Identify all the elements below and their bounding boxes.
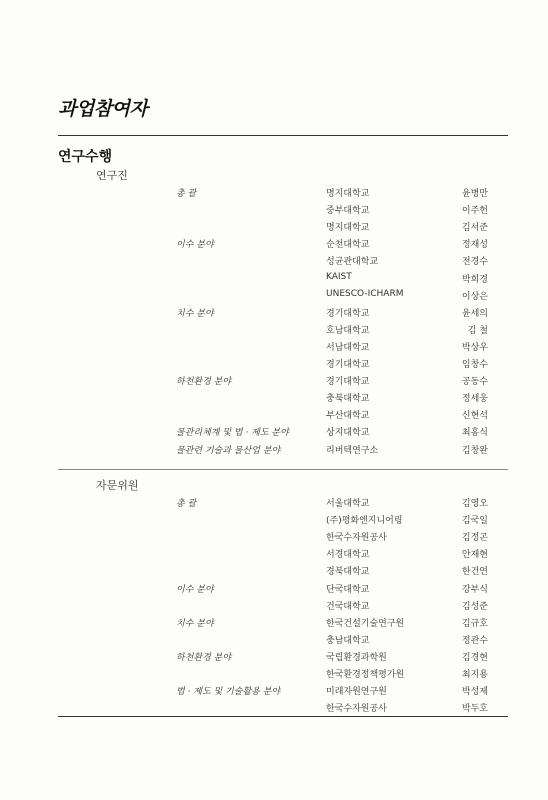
table-row xyxy=(0,201,548,218)
table-row xyxy=(0,665,548,682)
group-divider xyxy=(58,469,508,470)
organization: 단국대학교 xyxy=(326,584,370,595)
group-title-research-team: 연구진 xyxy=(96,169,128,182)
person-name: 이상은 xyxy=(461,291,488,302)
person-name: 정세웅 xyxy=(461,394,488,405)
person-name: 김 철 xyxy=(467,325,488,336)
organization: KAIST xyxy=(326,271,352,282)
organization: 중부대학교 xyxy=(326,206,370,217)
person-name: 최홍식 xyxy=(461,428,488,439)
organization: 한국환경정책평가원 xyxy=(326,670,405,680)
person-name: 임창수 xyxy=(461,360,488,370)
table-row xyxy=(0,184,548,201)
person-name: 강부식 xyxy=(461,584,488,595)
person-name: 김경현 xyxy=(461,652,488,663)
table-row xyxy=(0,545,548,562)
person-name: 윤병만 xyxy=(461,189,488,199)
table-row xyxy=(0,682,548,699)
table-row xyxy=(0,270,548,287)
person-name: 이주헌 xyxy=(461,206,488,217)
table-row xyxy=(0,441,548,458)
field-label: 하천환경 분야 xyxy=(176,377,232,388)
group-title-advisory-committee: 자문위원 xyxy=(96,479,139,492)
organization: 한국수자원공사 xyxy=(326,704,387,715)
field-label: 물관리체계 및 법 · 제도 분야 xyxy=(176,428,289,439)
table-row xyxy=(0,252,548,269)
section-title: 연구수행 xyxy=(58,149,113,165)
organization: 경북대학교 xyxy=(326,567,370,578)
organization: 명지대학교 xyxy=(326,223,370,234)
table-row xyxy=(0,648,548,665)
person-name: 김정곤 xyxy=(461,533,488,544)
organization: 성균관대학교 xyxy=(326,257,379,268)
organization: 서경대학교 xyxy=(326,550,370,561)
person-name: 한건연 xyxy=(461,567,488,578)
table-row xyxy=(0,287,548,304)
organization: 한국수자원공사 xyxy=(326,533,387,544)
table-row xyxy=(0,372,548,389)
organization: 명지대학교 xyxy=(326,189,370,199)
person-name: 박상우 xyxy=(461,342,488,353)
table-row xyxy=(0,304,548,321)
table-row xyxy=(0,218,548,235)
organization: 건국대학교 xyxy=(326,601,370,612)
person-name: 최지용 xyxy=(461,670,488,680)
organization: (주)평화엔지니어링 xyxy=(326,516,403,527)
person-name: 전경수 xyxy=(461,257,488,268)
organization: 순천대학교 xyxy=(326,240,370,251)
field-label: 이수 분야 xyxy=(176,240,214,251)
field-label: 총 괄 xyxy=(176,189,197,199)
organization: 충북대학교 xyxy=(326,394,370,405)
table-row xyxy=(0,338,548,355)
table-row xyxy=(0,562,548,579)
person-name: 김성준 xyxy=(461,601,488,612)
field-label: 총 괄 xyxy=(176,499,197,509)
organization: 서울대학교 xyxy=(326,499,370,509)
table-row xyxy=(0,631,548,648)
organization: 상지대학교 xyxy=(326,428,370,439)
table-row xyxy=(0,580,548,597)
organization: 리버텍연구소 xyxy=(326,445,379,456)
person-name: 김국일 xyxy=(461,516,488,527)
organization: 호남대학교 xyxy=(326,325,370,336)
table-row xyxy=(0,355,548,372)
field-label: 물관련 기술과 물산업 분야 xyxy=(176,445,281,456)
organization: 부산대학교 xyxy=(326,411,370,422)
top-rule xyxy=(58,135,508,136)
organization: 충남대학교 xyxy=(326,635,370,646)
person-name: 박성제 xyxy=(461,687,488,698)
organization: UNESCO-ICHARM xyxy=(326,288,404,299)
person-name: 박두호 xyxy=(461,704,488,715)
organization: 서남대학교 xyxy=(326,342,370,353)
person-name: 김창완 xyxy=(461,445,488,456)
table-row xyxy=(0,528,548,545)
table-row xyxy=(0,597,548,614)
table-row xyxy=(0,511,548,528)
organization: 국립환경과학원 xyxy=(326,652,387,663)
organization: 미래자원연구원 xyxy=(326,687,387,698)
table-row xyxy=(0,494,548,511)
field-label: 이수 분야 xyxy=(176,584,214,595)
person-name: 안재현 xyxy=(461,550,488,561)
organization: 경기대학교 xyxy=(326,377,370,388)
table-row xyxy=(0,389,548,406)
table-row xyxy=(0,614,548,631)
organization: 경기대학교 xyxy=(326,360,370,370)
field-label: 하천환경 분야 xyxy=(176,652,232,663)
person-name: 윤세의 xyxy=(461,308,488,319)
table-row xyxy=(0,235,548,252)
field-label: 치수 분야 xyxy=(176,308,214,319)
person-name: 정재성 xyxy=(461,240,488,251)
field-label: 법 · 제도 및 기술활용 분야 xyxy=(176,687,281,698)
table-row xyxy=(0,423,548,440)
person-name: 김규호 xyxy=(461,618,488,629)
page-title: 과업참여자 xyxy=(58,98,148,120)
person-name: 박희경 xyxy=(461,274,488,285)
person-name: 정관수 xyxy=(461,635,488,646)
bottom-rule xyxy=(58,716,508,717)
person-name: 김서준 xyxy=(461,223,488,234)
organization: 경기대학교 xyxy=(326,308,370,319)
field-label: 치수 분야 xyxy=(176,618,214,629)
person-name: 김영오 xyxy=(461,499,488,509)
person-name: 공동수 xyxy=(461,377,488,388)
table-row xyxy=(0,699,548,716)
person-name: 신현석 xyxy=(461,411,488,422)
table-row xyxy=(0,406,548,423)
table-row xyxy=(0,321,548,338)
organization: 한국건설기술연구원 xyxy=(326,618,405,629)
